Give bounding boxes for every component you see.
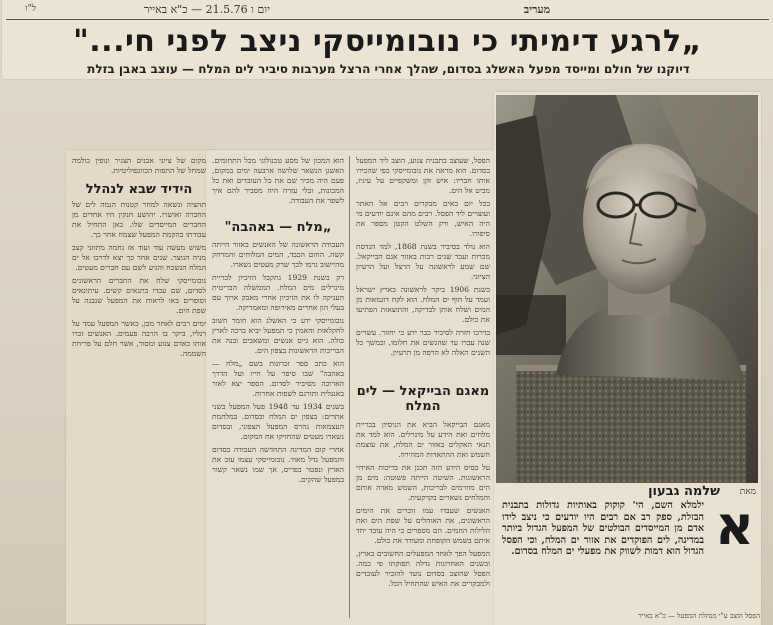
footer-note: הפסל הוצב ע"י מנהלת המפעל — כ"א באייר: [637, 612, 760, 620]
text-column-left: [72, 200, 206, 618]
paragraph: מאגם הבייקאל הביא את הניסיון בכריית מלחים ואת הידע על מינרלים. הוא למד את תנאי האקלים באזור ים המלח, את עוצמת השמש ואת ההתאדות המהירה.: [356, 420, 490, 459]
paragraph: בכל יום באים מבקרים רבים אל האתר ועוצרים ליד הפסל. רבים מהם אינם יודעים מי היה האיש, ורק השלט הקטן מספר את סיפורו.: [356, 199, 490, 238]
paragraph: משוש מעשה עוד ועוד אז נחמה מתוזני קצב מניה הנוצר. שנים אחר כך יצא לדרכו אל ים המלח הנשכח והגיע לשם עם חברים מעטים.: [72, 243, 206, 272]
byline-author: שלמה גבעון: [648, 484, 720, 499]
text-column-mid-left-top: [212, 156, 344, 216]
paragraph: נובומייסקי שלח את החברים הראשונים לסדום, שם עבדו בתנאים קשים. עיתונאים וסופרים באו לראות את המפעל שנבנה על שפת הים.: [72, 276, 206, 315]
clipping-middle: [206, 150, 496, 625]
paragraph: רק בשנת 1929 נתקבל הזיכיון לכריית מינרלים מים המלח. הממשלה הבריטית העניקה לו את הזיכיון אחרי מאבק ארוך עם בעלי הון אחרים מאירופה ומאמריקה.: [212, 273, 344, 312]
paragraph: תהציה ונשאה למחר קטנות הנמה לים של החברה ואושרו. יהושע חנקין היו אחדים מן החברים המייסדים שלו. כאן התחיל את עבודתו בהקמת המפעל שצמח אחר כך.: [72, 200, 206, 239]
article-lead: ילמלא השם, הי' קוקוק באותיות גדולות בתבנית הבזלת, ספק רב אם רבים היו יודעים כי ניצב לידו אדם מן המייסדים הבולטים של המפעל הגדול ביותר במדינה, לים הפוקדים את אזור ים המלח, וכי הפסל הגדול הוא דמות לשווק את מפעלי ים המלח בסדום.: [502, 500, 704, 557]
paragraph: בשנת 1906 ביקר לראשונה בארץ ישראל ועמד על חוף ים המלח. הוא לקח דוגמאות מן המים ושלח אותן לבדיקה, והתוצאות הפתיעו את כולם.: [356, 285, 490, 324]
paragraph: מקום של ציוני אבנים הצגיר ונופין כולמה שמחל של התפות הכוונפוליטיות.: [72, 156, 206, 175]
sculpture-illustration: [496, 95, 758, 483]
paragraph: הוא נולד בסיביר בשנת 1868, למד הנדסת מכרות ועבד שנים רבות באזור אגם הבייקאל. שם שמע לראשונה על הרצל ועל הרעיון הציוני.: [356, 242, 490, 281]
paragraph: האנשים שעבדו עמו זוכרים את הימים הראשונים, את האוהלים על שפת הים ואת הלילות החמים. הם מספרים כי היה עובד יחד איתם בשמש הקופחת ומעודד את כולם.: [356, 506, 490, 545]
header-rule: [6, 19, 769, 20]
paragraph: הוא כתב ספר זכרונות בשם „מלח — באהבה" שבו סיפר על חייו ועל הדרך הארוכה מסיביר לסדום. הספר יצא לאור באנגלית ותורגם לשפות אחרות.: [212, 359, 344, 398]
article-subheadline: דיוקנו של חולם ומייסד מפעל האשלג בסדום, שהלך אחרי הרצל מערבות סיביר לים המלח — עוצב באבן בזלת: [87, 62, 690, 76]
subhead-baikal: מאגם הבייקאל — לים המלח: [356, 384, 490, 414]
byline-prefix: מאת: [739, 487, 756, 497]
headline-strip: [2, 0, 773, 79]
paragraph: ימים רבים לאחר מכן, כאשר המפעל עמד על רגליו, ביקר בו הרבה פעמים. האנשים זכרו אותו כאדם צנוע ומסור, אשר חלם על פריחת השממה.: [72, 319, 206, 358]
paragraph: העבודה הראשונה של האנשים באזור הייתה קשה. החום הכבד, המים המלוחים והמרחק מהיישוב גרמו לכך שרק מעטים נשארו.: [212, 240, 344, 269]
bust-sculpture-photo: [496, 95, 758, 483]
subhead-salt: „מלח — באהבה": [224, 220, 332, 235]
subhead-friend: הידיד שבא לנהלל: [85, 182, 193, 197]
paragraph: על בסיס הידע הזה תכנן את בריכות האידוי הראשונות. השיטה הייתה פשוטה: מים מן הים מוזרמים לבריכות, השמש מאדה אותם והמלחים נשארים בקרקעית.: [356, 463, 490, 502]
column-divider: [349, 156, 350, 618]
paragraph: בדרכו חזרה לסיביר כבר ידע כי יחזור. עשרים שנה עברו עד שהגשים את חלומו, ובמשך כל השנים האלה לא הרפה מן הרעיון.: [356, 328, 490, 357]
paragraph: הוא המכון של מסע טכנולוגי מכל התחומים. האשגן הנשאר שלושה ארבעה ימים במקום, פעם היה מכיר שם את כל העובדים ואת כל המכונות, ובלי עזרה היה מסביר להם איך לשפר את העבודה.: [212, 156, 344, 205]
paragraph: הפסל, שעוצב בתבנית צנוע, הוצב ליד המפעל בסדום. הוא מראה את נובומייסקי כפי שהכירו אותו חבריו: איש זקן ומשקפיים על עיניו, מביט אל הים.: [356, 156, 490, 195]
text-column-mid-left: [212, 240, 344, 620]
drop-cap: א: [714, 494, 755, 557]
text-column-left-top: [72, 156, 206, 182]
article-headline: „לרגע דימיתי כי נובומייסקי ניצב לפני חי...": [73, 24, 702, 59]
page-corner-mark: ל"ו: [25, 4, 36, 14]
paragraph: אחרי קום המדינה התחדשה העבודה בסדום והמפעל גדל מאוד. נובומייסקי עצמו עזב את הארץ ונפטר בפריס, אך שמו נשאר קשור במפעל שהקים.: [212, 445, 344, 484]
text-column-mid-right-lower: [356, 420, 490, 620]
paragraph: נובומייסקי ידע כי האשלג הוא חומר חשוב לחקלאות והאמין כי המפעל יביא ברכה לארץ כולה. הוא גייס אנשים ומשאבים ובנה את הבריכות הראשונות בצפון הים.: [212, 316, 344, 355]
date-line: יום ו 21.5.76 — כ"א באייר: [144, 3, 270, 16]
newspaper-masthead: מעריב: [523, 3, 551, 16]
clipping-left: [66, 150, 212, 624]
text-column-mid-right: [356, 156, 490, 382]
paragraph: המפעל הפך לאחד המפעלים החשובים בארץ, ובשנים האחרונות גדלה תפוקתו פי כמה. הפסל שהוצב בסדום נועד להזכיר לעובדים ולמבקרים את האיש שהתחיל הכל.: [356, 549, 490, 588]
paragraph: בשנים 1934 עד 1948 פעל המפעל בשני אתרים: בצפון ים המלח ובסדום. במלחמת העצמאות נהרס המפעל הצפוני, ובסדום נשארו מעטים שהחזיקו את המקום.: [212, 402, 344, 441]
